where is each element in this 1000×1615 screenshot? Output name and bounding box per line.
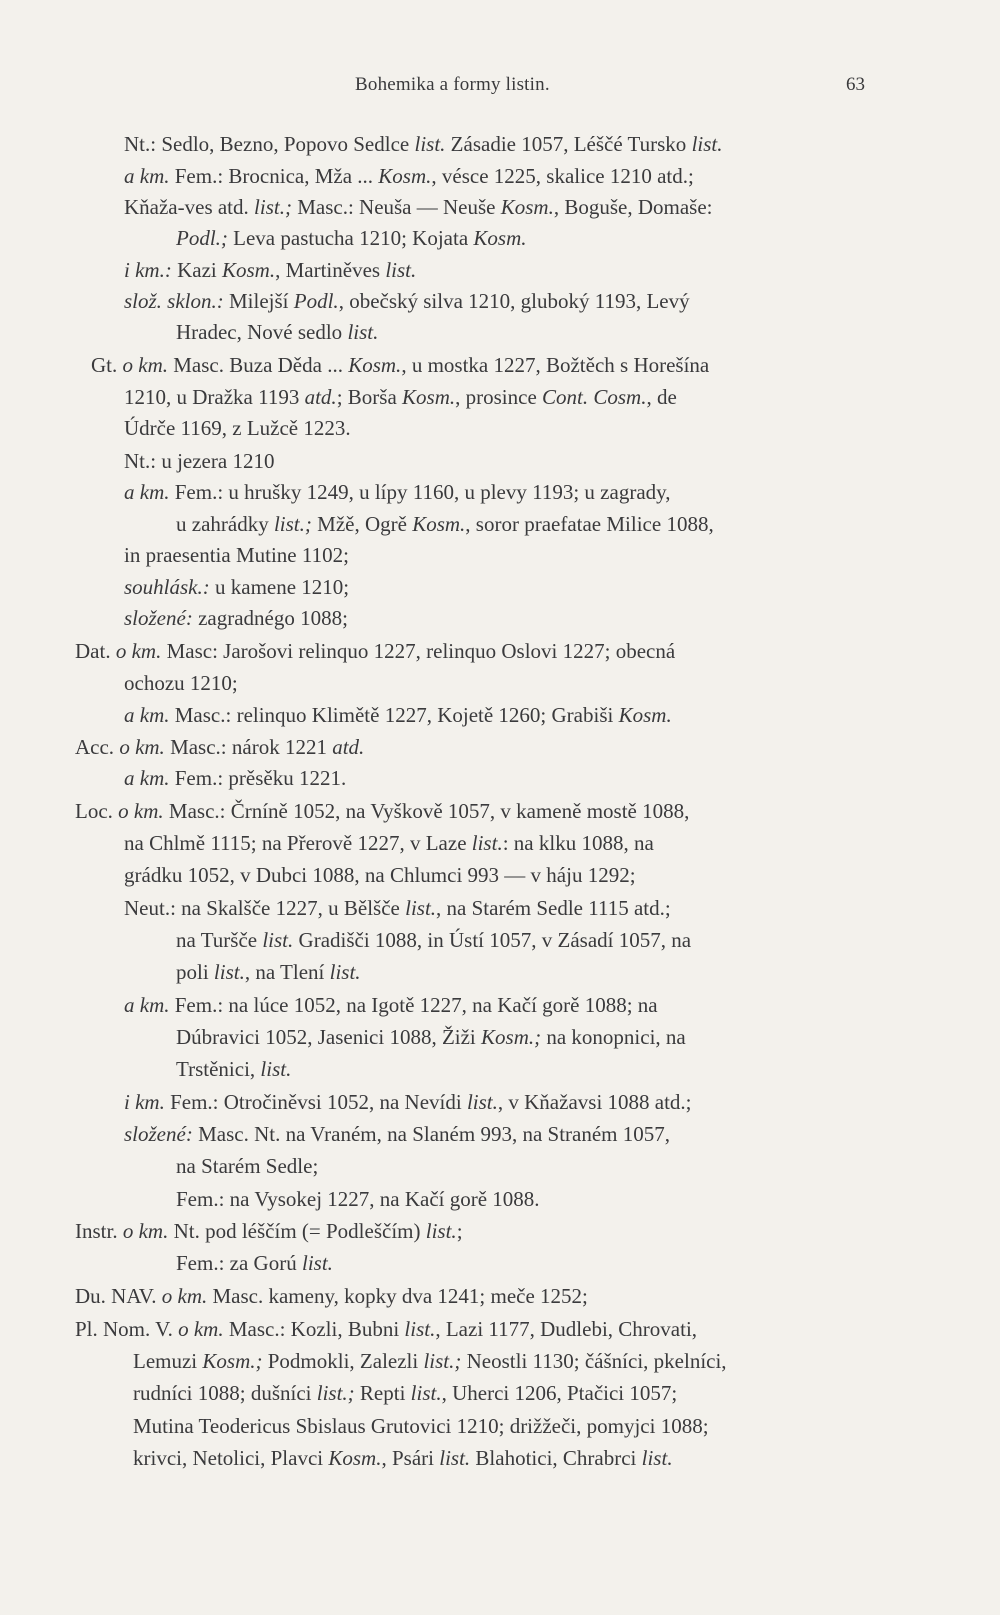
- text-line: [176, 228, 527, 249]
- text-segment: grádku 1052, v Dubci 1088, na Chlumci 993 — v háju 1292;: [124, 863, 636, 887]
- text-segment: na Starém Sedle;: [176, 1154, 319, 1178]
- text-segment: u zahrádky: [176, 512, 274, 536]
- text-segment: , u mostka 1227, Božtěch s Horešína: [401, 353, 710, 377]
- text-line: [124, 865, 636, 886]
- italic-abbreviation: o km.: [119, 735, 165, 759]
- italic-abbreviation: Kosm.;: [481, 1025, 542, 1049]
- text-line: [176, 930, 691, 951]
- text-segment: Masc. kameny, kopky dva 1241; meče 1252;: [207, 1284, 588, 1308]
- text-segment: Trstěnici,: [176, 1057, 261, 1081]
- text-segment: , de: [646, 385, 677, 409]
- text-segment: Hradec, Nové sedlo: [176, 320, 348, 344]
- text-line: [176, 1059, 291, 1080]
- italic-abbreviation: list.: [347, 320, 379, 344]
- text-segment: Zásadie 1057, Léščé Tursko: [445, 132, 692, 156]
- running-title: Bohemika a formy listin.: [355, 74, 550, 95]
- text-segment: Loc.: [75, 799, 119, 823]
- italic-abbreviation: a km.: [124, 164, 170, 188]
- text-segment: Masc.: Kozli, Bubni: [223, 1317, 405, 1341]
- text-segment: Mžě, Ogrě: [317, 512, 413, 536]
- italic-abbreviation: list.: [301, 1251, 333, 1275]
- italic-abbreviation: list.: [641, 1446, 673, 1470]
- italic-abbreviation: list.: [405, 896, 437, 920]
- text-line: [124, 482, 671, 503]
- text-line: [133, 1351, 727, 1372]
- text-segment: , Uherci 1206, Ptačici 1057;: [441, 1381, 678, 1405]
- text-segment: Masc. Buza Děda ...: [168, 353, 349, 377]
- italic-abbreviation: Kosm.: [378, 164, 432, 188]
- text-line: [124, 1092, 692, 1113]
- page-number: 63: [846, 74, 865, 95]
- text-segment: rudníci 1088; dušníci: [133, 1381, 317, 1405]
- italic-abbreviation: list.: [414, 132, 446, 156]
- italic-abbreviation: Kosm.: [328, 1446, 382, 1470]
- italic-abbreviation: Kosm.: [618, 703, 672, 727]
- text-segment: , na Starém Sedle 1115 atd.;: [436, 896, 671, 920]
- text-segment: , prosince: [455, 385, 543, 409]
- text-line: [124, 768, 346, 789]
- text-segment: Fem.: na lúce 1052, na Igotě 1227, na Kačí gorě 1088; na: [169, 993, 658, 1017]
- italic-abbreviation: list.: [691, 132, 723, 156]
- text-line: [176, 1253, 333, 1274]
- text-line: [176, 962, 361, 983]
- text-line: [133, 1448, 673, 1469]
- text-segment: Kňaža-ves atd.: [124, 195, 255, 219]
- italic-abbreviation: Kosm.: [402, 385, 456, 409]
- italic-abbreviation: o km.: [122, 1219, 169, 1243]
- italic-abbreviation: Podl.: [293, 289, 339, 313]
- text-line: [124, 197, 713, 218]
- text-segment: Fem.: Brocnica, Mža ...: [169, 164, 379, 188]
- text-segment: Blahotici, Chrabrci: [470, 1446, 642, 1470]
- text-segment: poli: [176, 960, 214, 984]
- text-line: [75, 641, 675, 662]
- text-line: [124, 545, 349, 566]
- italic-abbreviation: a km.: [124, 993, 170, 1017]
- italic-abbreviation: Kosm.;: [202, 1349, 263, 1373]
- text-segment: Repti: [354, 1381, 411, 1405]
- text-segment: Leva pastucha 1210; Kojata: [227, 226, 474, 250]
- text-segment: , Psári: [381, 1446, 440, 1470]
- text-line: [124, 166, 694, 187]
- text-segment: u kamene 1210;: [209, 575, 350, 599]
- text-segment: Masc: Jarošovi relinquo 1227, relinquo Oslovi 1227; obecná: [161, 639, 676, 663]
- text-segment: Neostli 1130; čášníci, pkelníci,: [461, 1349, 727, 1373]
- text-segment: Masc.: nárok 1221: [164, 735, 333, 759]
- text-line: [124, 673, 238, 694]
- italic-abbreviation: list.;: [316, 1381, 355, 1405]
- text-line: [176, 1156, 318, 1177]
- italic-abbreviation: složené:: [124, 606, 193, 630]
- text-line: [124, 898, 671, 919]
- text-line: [91, 355, 709, 376]
- text-line: [75, 1286, 588, 1307]
- text-segment: , Martiněves: [275, 258, 386, 282]
- italic-abbreviation: list.;: [254, 195, 292, 219]
- italic-abbreviation: o km.: [115, 639, 162, 663]
- text-segment: in praesentia Mutine 1102;: [124, 543, 349, 567]
- italic-abbreviation: list.: [425, 1219, 457, 1243]
- text-segment: Lemuzi: [133, 1349, 203, 1373]
- text-segment: ; Borša: [336, 385, 403, 409]
- text-segment: , v Kňažavsi 1088 atd.;: [497, 1090, 692, 1114]
- italic-abbreviation: o km.: [178, 1317, 224, 1341]
- text-segment: Údrče 1169, z Lužcě 1223.: [124, 416, 351, 440]
- text-segment: ;: [456, 1219, 463, 1243]
- text-segment: Milejší: [223, 289, 294, 313]
- italic-abbreviation: Kosm.: [412, 512, 466, 536]
- text-line: [124, 608, 348, 629]
- text-line: [124, 995, 658, 1016]
- italic-abbreviation: a km.: [124, 480, 170, 504]
- text-segment: Masc.: Neuša — Neuše: [291, 195, 501, 219]
- italic-abbreviation: list.: [410, 1381, 442, 1405]
- text-segment: Neut.: na Skalšče 1227, u Bělšče: [124, 896, 406, 920]
- text-segment: Mutina Teodericus Sbislaus Grutovici 1210; drižžeči, pomyjci 1088;: [133, 1414, 709, 1438]
- italic-abbreviation: atd.: [332, 735, 365, 759]
- text-segment: , vésce 1225, skalice 1210 atd.;: [431, 164, 694, 188]
- italic-abbreviation: Kosm.: [221, 258, 276, 282]
- italic-abbreviation: Cont. Cosm.: [542, 385, 647, 409]
- italic-abbreviation: i km.:: [124, 258, 172, 282]
- text-segment: Instr.: [75, 1219, 123, 1243]
- text-line: [176, 322, 378, 343]
- text-line: [176, 514, 714, 535]
- text-line: [133, 1416, 709, 1437]
- text-segment: , na Tlení: [244, 960, 330, 984]
- text-segment: Pl. Nom. V.: [75, 1317, 179, 1341]
- text-segment: Acc.: [75, 735, 120, 759]
- italic-abbreviation: slož. sklon.:: [124, 289, 224, 313]
- text-line: [176, 1027, 686, 1048]
- text-segment: Gradišči 1088, in Ústí 1057, v Zásadí 1057, na: [293, 928, 692, 952]
- text-segment: Dat.: [75, 639, 116, 663]
- text-line: [124, 1124, 670, 1145]
- text-segment: : na klku 1088, na: [502, 831, 654, 855]
- text-segment: , Lazi 1177, Dudlebi, Chrovati,: [435, 1317, 698, 1341]
- text-segment: Masc.: Črníně 1052, na Vyškově 1057, v kameně mostě 1088,: [163, 799, 690, 823]
- text-segment: Fem.: prěsěku 1221.: [169, 766, 347, 790]
- italic-abbreviation: list.: [439, 1446, 471, 1470]
- text-segment: Masc.: relinquo Klimětě 1227, Kojetě 1260; Grabiši: [169, 703, 619, 727]
- text-segment: Fem.: u hrušky 1249, u lípy 1160, u plevy 1193; u zagrady,: [169, 480, 671, 504]
- italic-abbreviation: list.: [260, 1057, 292, 1081]
- text-segment: Nt.: Sedlo, Bezno, Popovo Sedlce: [124, 132, 415, 156]
- italic-abbreviation: list.;: [423, 1349, 462, 1373]
- text-segment: na konopnici, na: [541, 1025, 686, 1049]
- text-line: [124, 705, 672, 726]
- text-segment: zagradnégo 1088;: [192, 606, 348, 630]
- text-segment: 1210, u Dražka 1193: [124, 385, 305, 409]
- text-line: [133, 1383, 677, 1404]
- italic-abbreviation: a km.: [124, 703, 170, 727]
- text-segment: Gt.: [91, 353, 123, 377]
- text-segment: Nt.: u jezera 1210: [124, 449, 275, 473]
- text-line: [124, 291, 690, 312]
- text-segment: Du. NAV.: [75, 1284, 162, 1308]
- text-segment: na Turšče: [176, 928, 263, 952]
- italic-abbreviation: o km.: [161, 1284, 208, 1308]
- italic-abbreviation: Kosm.: [348, 353, 402, 377]
- text-line: [124, 134, 723, 155]
- italic-abbreviation: list.;: [273, 512, 318, 536]
- italic-abbreviation: složené:: [124, 1122, 193, 1146]
- italic-abbreviation: list.: [471, 831, 503, 855]
- text-segment: Fem.: za Gorú: [176, 1251, 302, 1275]
- italic-abbreviation: list.: [329, 960, 361, 984]
- italic-abbreviation: list.: [385, 258, 417, 282]
- text-segment: Masc. Nt. na Vraném, na Slaném 993, na Straném 1057,: [192, 1122, 670, 1146]
- text-segment: na Chlmě 1115; na Přerově 1227, v Laze: [124, 831, 472, 855]
- text-line: [75, 801, 689, 822]
- text-line: [124, 260, 416, 281]
- italic-abbreviation: list.: [213, 960, 245, 984]
- text-line: [176, 1189, 540, 1210]
- text-segment: Podmokli, Zalezli: [262, 1349, 424, 1373]
- text-line: [124, 451, 274, 472]
- text-segment: Kazi: [171, 258, 222, 282]
- text-segment: ochozu 1210;: [124, 671, 238, 695]
- italic-abbreviation: Podl.;: [176, 226, 228, 250]
- text-line: [124, 387, 677, 408]
- text-line: [124, 418, 351, 439]
- text-segment: Fem.: na Vysokej 1227, na Kačí gorě 1088.: [176, 1187, 540, 1211]
- italic-abbreviation: list.: [262, 928, 294, 952]
- italic-abbreviation: o km.: [122, 353, 168, 377]
- italic-abbreviation: atd.: [304, 385, 337, 409]
- text-line: [75, 1221, 463, 1242]
- italic-abbreviation: list.: [466, 1090, 498, 1114]
- text-line: [124, 833, 654, 854]
- text-line: [124, 577, 349, 598]
- text-line: [75, 737, 364, 758]
- italic-abbreviation: souhlásk.:: [124, 575, 210, 599]
- text-segment: , obečský silva 1210, gluboký 1193, Levý: [338, 289, 690, 313]
- italic-abbreviation: Kosm.: [500, 195, 554, 219]
- italic-abbreviation: i km.: [124, 1090, 165, 1114]
- text-segment: , soror praefatae Milice 1088,: [465, 512, 714, 536]
- text-segment: Fem.: Otročiněvsi 1052, na Nevídi: [164, 1090, 467, 1114]
- text-segment: Dúbravici 1052, Jasenici 1088, Žiži: [176, 1025, 482, 1049]
- italic-abbreviation: o km.: [118, 799, 164, 823]
- text-segment: Nt. pod léščím (= Podleščím): [168, 1219, 426, 1243]
- text-line: [75, 1319, 697, 1340]
- italic-abbreviation: list.: [404, 1317, 436, 1341]
- italic-abbreviation: Kosm.: [473, 226, 527, 250]
- italic-abbreviation: a km.: [124, 766, 170, 790]
- text-segment: , Boguše, Domaše:: [553, 195, 713, 219]
- text-segment: krivci, Netolici, Plavci: [133, 1446, 329, 1470]
